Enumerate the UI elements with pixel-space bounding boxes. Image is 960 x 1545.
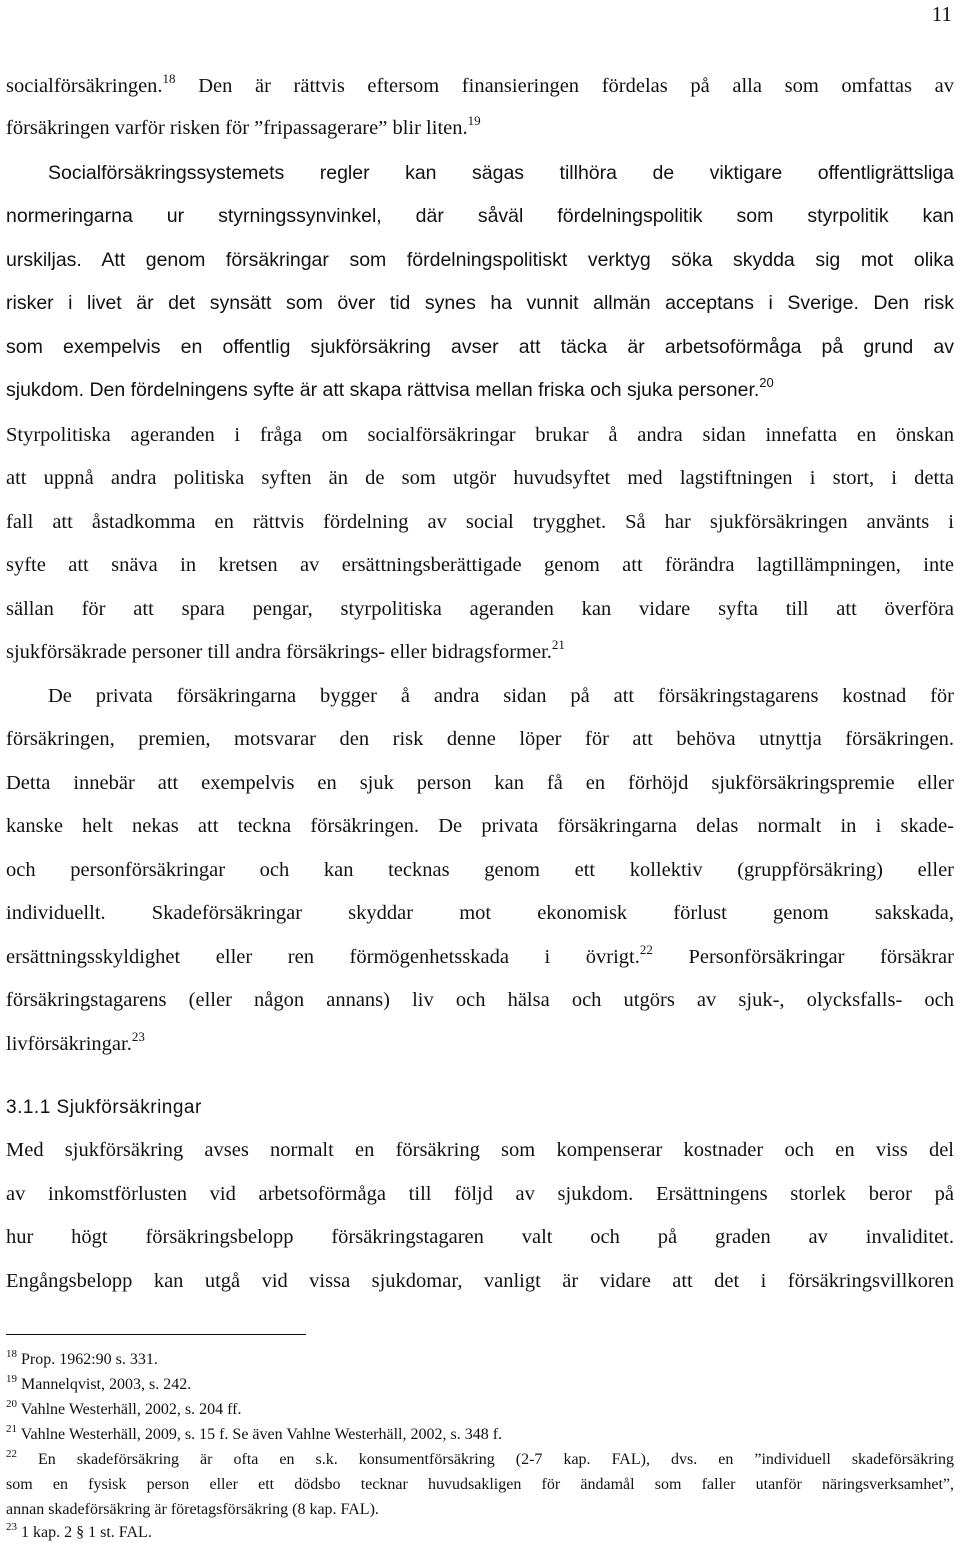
body-line: sjukdom. Den fördelningens syfte är att skapa rättvisa mellan friska och sjuka personer.$^{20}$ — [6, 375, 774, 401]
body-line: Socialförsäkringssystemets regler kan sägas tillhöra de viktigare offentligrättsliga — [48, 162, 954, 184]
footnote-ref[interactable]: 18 — [162, 71, 176, 86]
body-line: av inkomstförlusten vid arbetsoförmåga till följd av sjukdom. Ersättningens storlek beror på — [6, 1183, 954, 1205]
body-line: ersättningsskyldighet eller ren förmögenhetsskada i övrigt.$^{22}$ Personförsäkringar försäkrar — [6, 942, 954, 968]
footnote: $^{23}$ 1 kap. 2 § 1 st. FAL. — [6, 1521, 152, 1541]
body-line: att uppnå andra politiska syften än de som utgör huvudsyftet med lagstiftningen i stort, i detta — [6, 467, 954, 489]
body-line: hur högt försäkringsbelopp försäkringstagaren valt och på graden av invaliditet. — [6, 1226, 954, 1248]
body-line: syfte att snäva in kretsen av ersättningsberättigade genom att förändra lagtillämpningen, inte — [6, 554, 954, 576]
body-line: De privata försäkringarna bygger å andra sidan på att försäkringstagarens kostnad för — [48, 685, 954, 707]
body-line: och personförsäkringar och kan tecknas genom ett kollektiv (gruppförsäkring) eller — [6, 859, 954, 881]
section-heading: 3.1.1 Sjukförsäkringar — [6, 1097, 202, 1118]
footnote-ref[interactable]: 22 — [639, 942, 653, 957]
body-line: som exempelvis en offentlig sjukförsäkring avser att täcka är arbetsoförmåga på grund av — [6, 336, 954, 358]
footnote-ref[interactable]: 19 — [467, 113, 481, 128]
footnote: $^{19}$ Mannelqvist, 2003, s. 242. — [6, 1373, 192, 1393]
page-number: 11 — [931, 2, 952, 26]
body-line: livförsäkringar.$^{23}$ — [6, 1029, 145, 1055]
body-line: socialförsäkringen.$^{18}$ Den är rättvis eftersom finansieringen fördelas på alla som omfattas av — [6, 71, 954, 97]
body-line: sällan för att spara pengar, styrpolitiska ageranden kan vidare syfta till att överföra — [6, 598, 954, 620]
body-line: Detta innebär att exempelvis en sjuk person kan få en förhöjd sjukförsäkringspremie eller — [6, 772, 954, 794]
body-line: försäkringstagarens (eller någon annans) liv och hälsa och utgörs av sjuk-, olycksfalls- och — [6, 989, 954, 1011]
body-line: individuellt. Skadeförsäkringar skyddar mot ekonomisk förlust genom sakskada, — [6, 902, 954, 924]
body-line: sjukförsäkrade personer till andra försäkrings- eller bidragsformer.$^{21}$ — [6, 637, 565, 663]
body-line: risker i livet är det synsätt som över tid synes ha vunnit allmän acceptans i Sverige. Den risk — [6, 292, 954, 314]
body-line: Styrpolitiska ageranden i fråga om socialförsäkringar brukar å andra sidan innefatta en önskan — [6, 424, 954, 446]
footnote: $^{20}$ Vahlne Westerhäll, 2002, s. 204 ff. — [6, 1398, 242, 1418]
body-line: kanske helt nekas att teckna försäkringen. De privata försäkringarna delas normalt in i skade- — [6, 815, 954, 837]
body-line: Med sjukförsäkring avses normalt en försäkring som kompenserar kostnader och en viss del — [6, 1139, 954, 1161]
footnote-ref[interactable]: 23 — [131, 1029, 145, 1044]
body-line: försäkringen, premien, motsvarar den risk denne löper för att behöva utnyttja försäkringen. — [6, 728, 954, 750]
body-line: normeringarna ur styrningssynvinkel, där såväl fördelningspolitik som styrpolitik kan — [6, 205, 954, 227]
body-line: urskiljas. Att genom försäkringar som fördelningspolitiskt verktyg söka skydda sig mot olika — [6, 249, 954, 271]
body-line: fall att åstadkomma en rättvis fördelning av social trygghet. Så har sjukförsäkringen använts i — [6, 511, 954, 533]
footnote: $^{18}$ Prop. 1962:90 s. 331. — [6, 1348, 158, 1368]
footnote-ref[interactable]: 21 — [551, 637, 565, 652]
body-line: försäkringen varför risken för ”fripassagerare” blir liten.$^{19}$ — [6, 113, 481, 139]
footnote: annan skadeförsäkring är företagsförsäkring (8 kap. FAL). — [6, 1501, 379, 1518]
footnote-separator — [6, 1334, 306, 1335]
body-line: Engångsbelopp kan utgå vid vissa sjukdomar, vanligt är vidare att det i försäkringsvillkoren — [6, 1270, 954, 1292]
footnote: $^{22}$ En skadeförsäkring är ofta en s.k. konsumentförsäkring (2-7 kap. FAL), dvs. en ”individuell skadeförsäkring — [6, 1448, 954, 1468]
footnote: som en fysisk person eller ett dödsbo tecknar huvudsakligen för ändamål som faller utanför näringsverksamhet”, — [6, 1476, 954, 1493]
footnote: $^{21}$ Vahlne Westerhäll, 2009, s. 15 f. Se även Vahlne Westerhäll, 2002, s. 348 f. — [6, 1423, 503, 1443]
footnote-ref[interactable]: 20 — [759, 375, 774, 390]
